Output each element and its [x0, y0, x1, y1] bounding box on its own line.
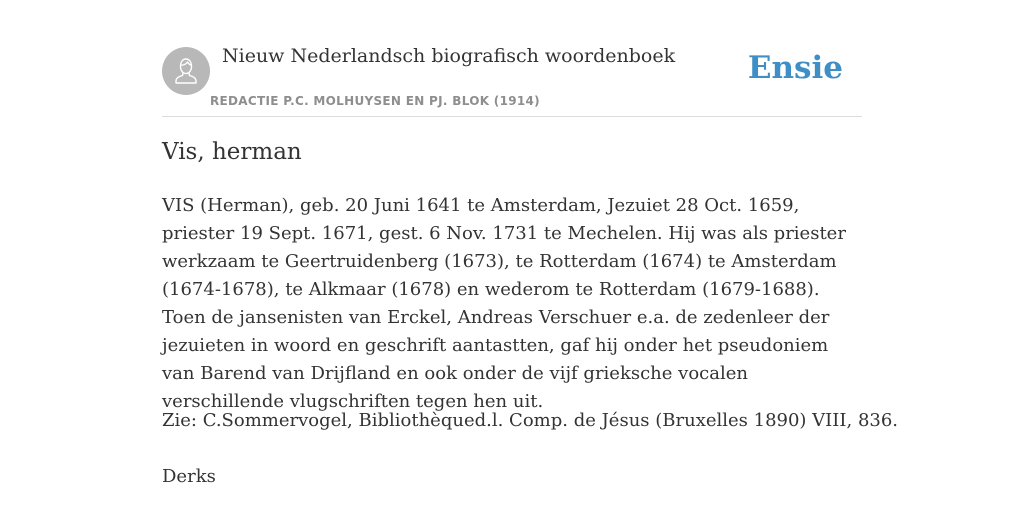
entry-body: VIS (Herman), geb. 20 Juni 1641 te Amsterdam, Jezuiet 28 Oct. 1659, priester 19 Sept. 1671, gest. 6 Nov. 1731 te Mechelen. Hij was als priester werkzaam te Geertruidenberg (1673), te Rotterdam (1674) te Amsterdam (1674-1678), te Alkmaar (1678) en wederom te Rotterdam (1679-1688). Toen de jansenisten van Erckel, Andreas Verschuer e.a. de zedenleer der jezuieten in woord en geschrift aantastten, gaf hij onder het pseudoniem van Barend van Drijfland en ook onder de vijf grieksche vocalen verschillende vlugschriften tegen hen uit.	[162, 195, 846, 412]
user-icon[interactable]	[162, 47, 210, 95]
entry-author: Derks	[162, 466, 216, 487]
book-header	[162, 40, 862, 117]
entry-reference: Zie: C.Sommervogel, Bibliothèqued.l. Comp. de Jésus (Bruxelles 1890) VIII, 836.	[162, 410, 899, 431]
book-editors: REDACTIE P.C. MOLHUYSEN EN PJ. BLOK (1914)	[210, 94, 540, 108]
entry-title: Vis, herman	[162, 139, 302, 165]
ensie-logo[interactable]: Ensie	[747, 50, 843, 86]
book-title[interactable]: Nieuw Nederlandsch biografisch woordenboek	[222, 45, 676, 67]
